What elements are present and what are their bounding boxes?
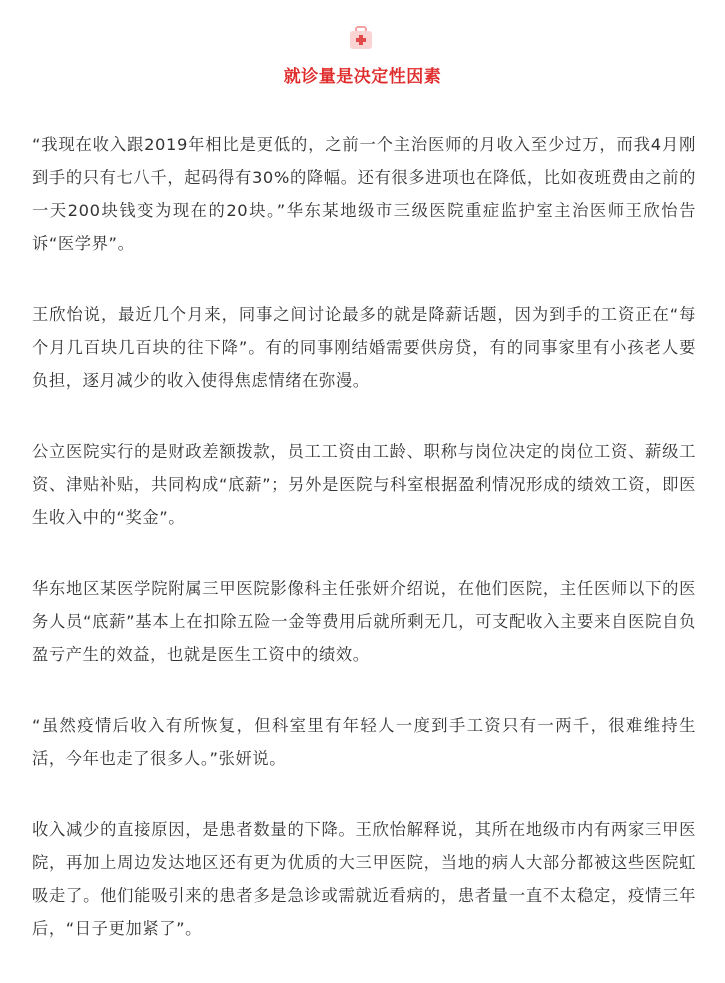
paragraph: 王欣怡说，最近几个月来，同事之间讨论最多的就是降薪话题，因为到手的工资正在“每个月几百块几百块的往下降”。有的同事刚结婚需要供房贷，有的同事家里有小孩老人要负担，逐月减少的收入使得焦虑情绪在弥漫。 [32,305,696,390]
paragraph: 华东地区某医学院附属三甲医院影像科主任张妍介绍说，在他们医院，主任医师以下的医务人员“底薪”基本上在扣除五险一金等费用后就所剩无几，可支配收入主要来自医院自负盈亏产生的效益，也就是医生工资中的绩效。 [32,579,696,664]
medical-kit-icon [347,24,375,52]
header-icon [347,24,375,52]
section-title: 就诊量是决定性因素 [283,67,442,87]
paragraph: “虽然疫情后收入有所恢复，但科室里有年轻人一度到手工资只有一两千，很难维持生活，今年也走了很多人。”张妍说。 [32,716,696,768]
article-body [32,128,696,983]
paragraph: 收入减少的直接原因，是患者数量的下降。王欣怡解释说，其所在地级市内有两家三甲医院，再加上周边发达地区还有更为优质的大三甲医院，当地的病人大部分都被这些医院虹吸走了。他们能吸引来的患者多是急诊或需就近看病的，患者量一直不太稳定，疫情三年后，“日子更加紧了”。 [32,820,696,938]
paragraph: 公立医院实行的是财政差额拨款，员工工资由工龄、职称与岗位决定的岗位工资、薪级工资、津贴补贴，共同构成“底薪”；另外是医院与科室根据盈利情况形成的绩效工资，即医生收入中的“奖金”。 [32,442,696,527]
paragraph: “我现在收入跟2019年相比是更低的，之前一个主治医师的月收入至少过万，而我4月刚到手的只有七八千，起码得有30%的降幅。还有很多进项也在降低，比如夜班费由之前的一天200块钱变为现在的20块。”华东某地级市三级医院重症监护室主治医师王欣怡告诉“医学界”。 [32,135,696,253]
